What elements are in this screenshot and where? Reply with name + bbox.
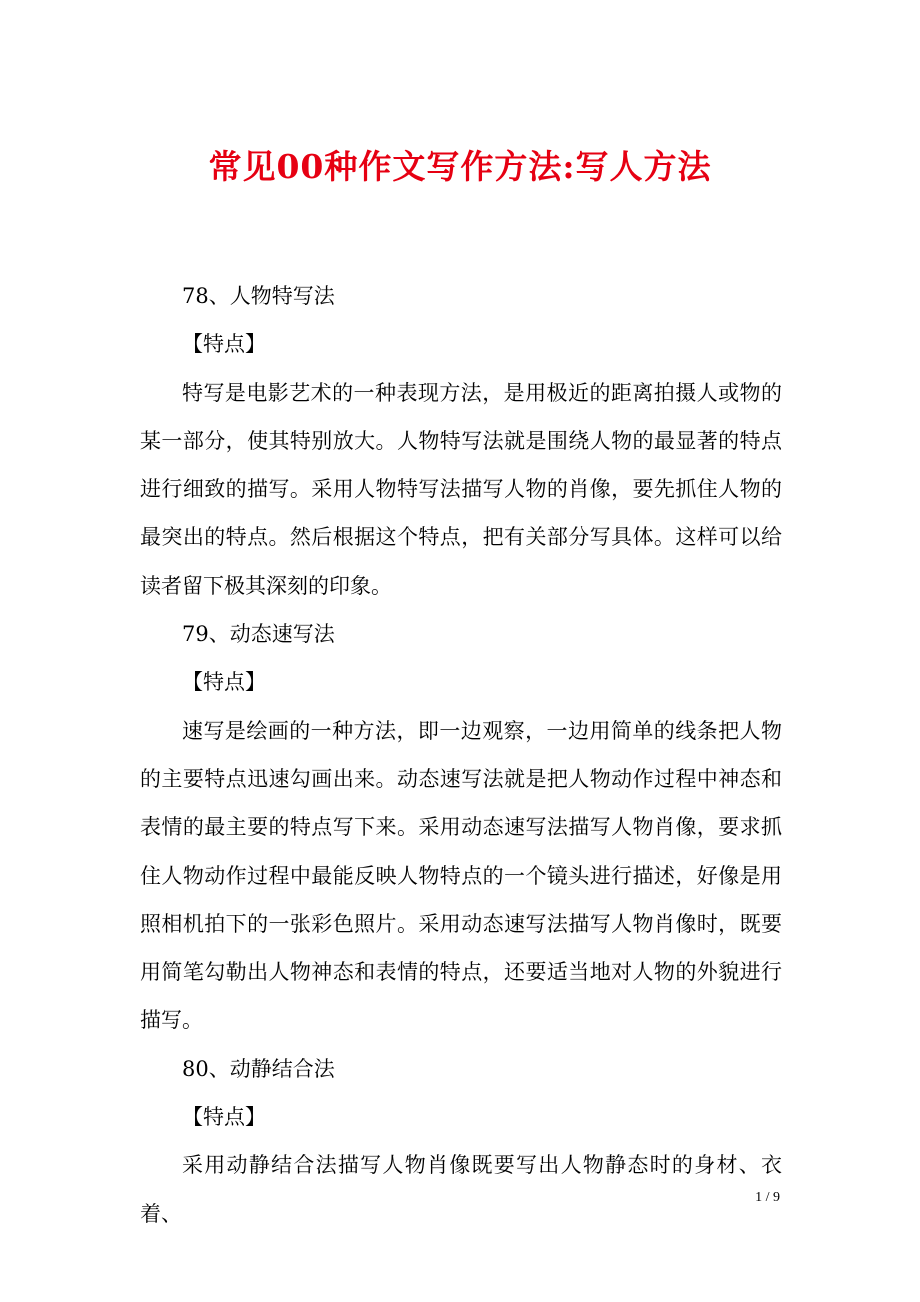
document-title: 常见00种作文写作方法:写人方法 [208,147,712,186]
section-tag-78: 【特点】 [182,332,266,357]
section-heading-79: 79、动态速写法 [182,622,335,647]
section-tag-79: 【特点】 [182,670,266,695]
document-body [140,272,782,1238]
section-paragraph-78: 特写是电影艺术的一种表现方法，是用极近的距离拍摄人或物的某一部分，使其特别放大。人物特写法就是围绕人物的最显著的特点进行细致的描写。采用人物特写法描写人物的肖像，要先抓住人物的最突出的特点。然后根据这个特点，把有关部分写具体。这样可以给读者留下极其深刻的印象。 [140,380,782,598]
section-tag-80: 【特点】 [182,1105,266,1130]
section-heading-78: 78、人物特写法 [182,284,335,308]
section-paragraph-80: 采用动静结合法描写人物肖像既要写出人物静态时的身材、衣着、 [140,1153,782,1226]
section-paragraph-79: 速写是绘画的一种方法，即一边观察，一边用简单的线条把人物的主要特点迅速勾画出来。动态速写法就是把人物动作过程中神态和表情的最主要的特点写下来。采用动态速写法描写人物肖像，要求抓住人物动作过程中最能反映人物特点的一个镜头进行描述，好像是用照相机拍下的一张彩色照片。采用动态速写法描写人物肖像时，既要用简笔勾勒出人物神态和表情的特点，还要适当地对人物的外貌进行描写。 [140,718,782,1033]
section-heading-80: 80、动静结合法 [182,1056,335,1081]
page-number: 1 / 9 [755,1190,780,1205]
